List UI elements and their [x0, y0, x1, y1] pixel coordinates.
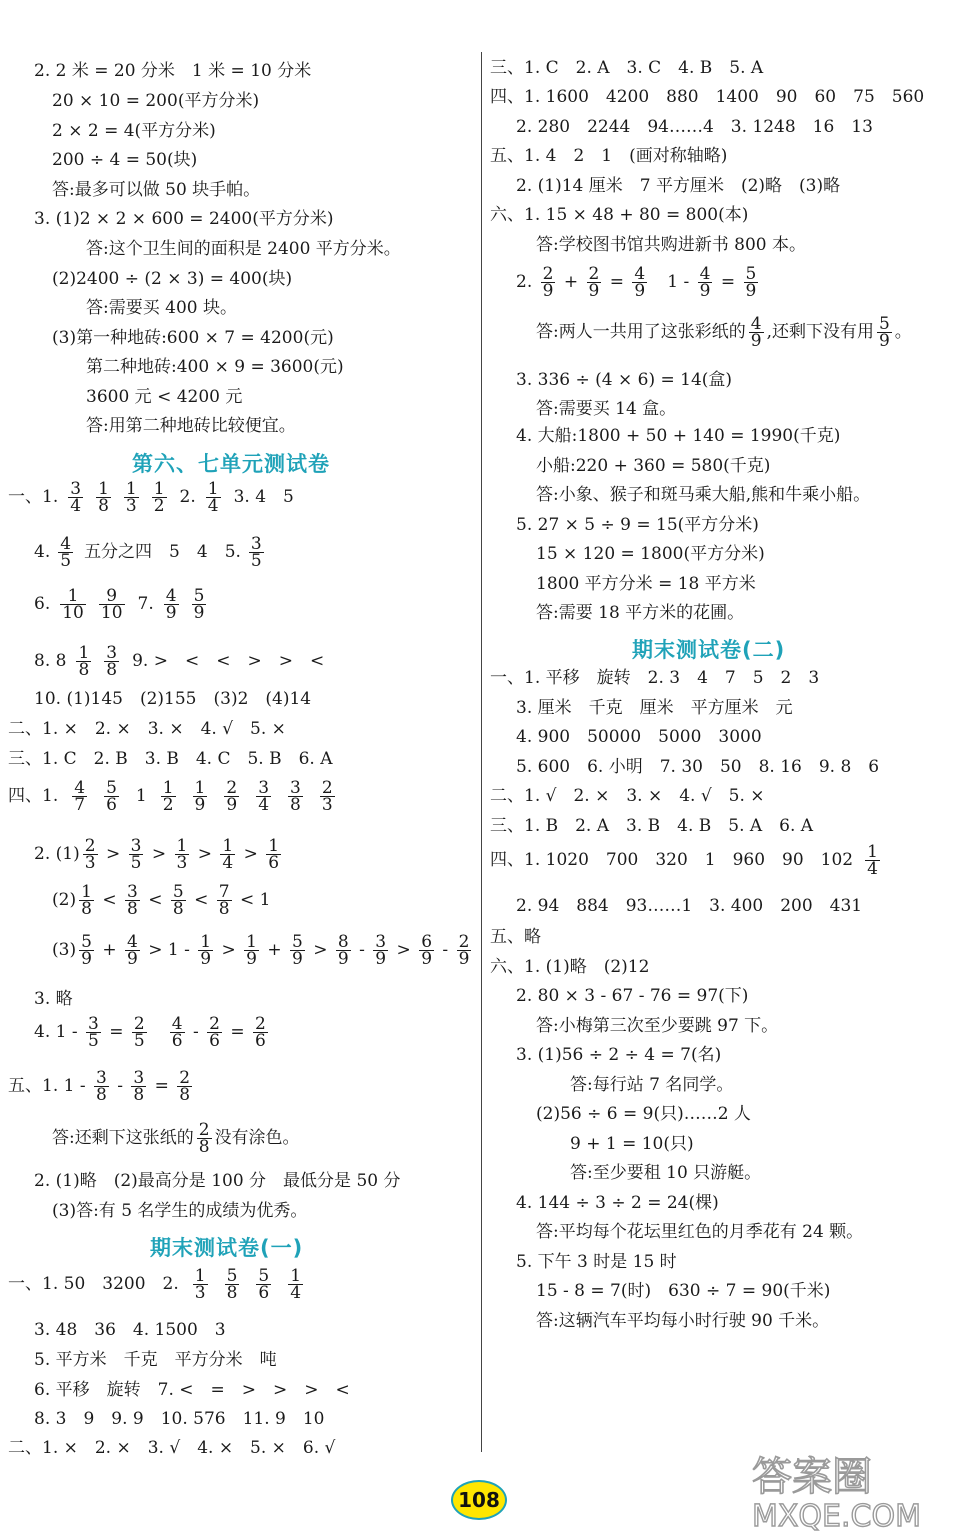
answer-line: 答:最多可以做 50 块手帕。	[52, 180, 261, 200]
answer-line: 3. 48 36 4. 1500 3	[34, 1320, 226, 1340]
answer-line: 5. 平方米 千克 平方分米 吨	[34, 1350, 277, 1370]
fraction: $\frac{4}{9}$	[165, 586, 177, 623]
fraction: $\frac{3}{5}$	[250, 534, 262, 571]
answer-line: 四、1. 1600 4200 880 1400 90 60 75 560	[490, 87, 925, 107]
answer-line: 三、1. C 2. B 3. B 4. C 5. B 6. A	[8, 749, 333, 769]
fraction: $\frac{5}{9}$	[193, 586, 205, 623]
fraction: $\frac{3}{8}$	[290, 778, 301, 815]
answer-line: 二、1. × 2. × 3. × 4. √ 5. ×	[8, 719, 286, 739]
answer-line: (3) $\frac{5}{9}$ + $\frac{4}{9}$ > 1 - $\frac{1}{9}$ > $\frac{1}{9}$ + $\frac{5}{9}$ > $\frac{8}{9}$ - $\frac{3}{9}$ > $\frac{6}{9}$ - $\frac{2}{9}$	[52, 932, 470, 969]
fraction: $\frac{1}{3}$	[194, 1266, 206, 1303]
answer-line: 答:需要 18 平方米的花圃。	[536, 603, 745, 623]
fraction: $\frac{1}{2}$	[153, 479, 165, 516]
answer-line: 答:至少要租 10 只游艇。	[570, 1163, 762, 1183]
answer-line: 答:用第二种地砖比较便宜。	[86, 416, 296, 436]
fraction: $\frac{1}{10}$	[62, 586, 84, 623]
fraction: $\frac{1}{8}$	[98, 479, 109, 516]
answer-line: 10. (1)145 (2)155 (3)2 (4)14	[34, 689, 312, 709]
fraction: $\frac{8}{9}$	[337, 932, 349, 969]
column-divider	[481, 52, 482, 1452]
answer-line: 2. $\frac{2}{9}$ + $\frac{2}{9}$ = $\frac{4}{9}$ 1 - $\frac{4}{9}$ = $\frac{5}{9}$	[516, 264, 757, 301]
fraction: $\frac{1}{2}$	[162, 778, 174, 815]
answer-line: 8. 8 $\frac{1}{8}$ $\frac{3}{8}$ 9. > < < > > <	[34, 643, 325, 680]
fraction: $\frac{1}{9}$	[194, 778, 206, 815]
answer-line: 二、1. × 2. × 3. √ 4. × 5. × 6. √	[8, 1438, 336, 1458]
answer-line: (3)第一种地砖:600 × 7 = 4200(元)	[52, 328, 334, 348]
fraction: $\frac{1}{3}$	[125, 479, 137, 516]
fraction: $\frac{3}{9}$	[375, 932, 387, 969]
answer-line: 2. 280 2244 94……4 3. 1248 16 13	[516, 117, 873, 137]
fraction: $\frac{5}{8}$	[172, 882, 184, 919]
watermark-bottom-text: MXQE.COM	[752, 1499, 921, 1532]
answer-line: 五、1. 4 2 1 (画对称轴略)	[490, 146, 728, 166]
answer-line: 四、1. 1020 700 320 1 960 90 102 $\frac{1}{4}$	[490, 842, 878, 879]
answer-line: 4. 144 ÷ 3 ÷ 2 = 24(棵)	[516, 1193, 719, 1213]
answer-line: 五、略	[490, 927, 541, 947]
fraction: $\frac{2}{9}$	[458, 932, 470, 969]
fraction: $\frac{4}{9}$	[699, 264, 711, 301]
fraction: $\frac{3}{4}$	[258, 778, 270, 815]
fraction: $\frac{5}{9}$	[878, 314, 890, 351]
answer-line: 一、1. 平移 旋转 2. 3 4 7 5 2 3	[490, 668, 820, 688]
answer-line: 6. 平移 旋转 7. < = > > > <	[34, 1380, 350, 1400]
answer-line: 5. 27 × 5 ÷ 9 = 15(平方分米)	[516, 515, 759, 535]
fraction: $\frac{5}{9}$	[81, 932, 92, 969]
fraction: $\frac{4}{9}$	[126, 932, 138, 969]
answer-line: 5. 600 6. 小明 7. 30 50 8. 16 9. 8 6	[516, 757, 880, 777]
answer-line: 1800 平方分米 = 18 平方米	[536, 574, 756, 594]
answer-line: 8. 3 9 9. 9 10. 576 11. 9 10	[34, 1409, 325, 1429]
answer-line: 答:小象、猴子和斑马乘大船,熊和牛乘小船。	[536, 485, 871, 505]
answer-line: 20 × 10 = 200(平方分米)	[52, 91, 260, 111]
section-title: 第六、七单元测试卷	[132, 452, 330, 476]
fraction: $\frac{1}{4}$	[207, 479, 219, 516]
answer-line: 第二种地砖:400 × 9 = 3600(元)	[86, 357, 344, 377]
fraction: $\frac{3}{8}$	[106, 643, 118, 680]
answer-line: 6. $\frac{1}{10}$ $\frac{9}{10}$ 7. $\frac{4}{9}$ $\frac{5}{9}$	[34, 586, 205, 623]
answer-line: 答:还剩下这张纸的 $\frac{2}{8}$ 没有涂色。	[52, 1120, 300, 1157]
answer-line: 六、1. (1)略 (2)12	[490, 957, 650, 977]
fraction: $\frac{2}{3}$	[321, 778, 333, 815]
fraction: $\frac{3}{5}$	[88, 1014, 99, 1051]
answer-line: 答:需要买 400 块。	[86, 298, 237, 318]
answer-line: 15 - 8 = 7(时) 630 ÷ 7 = 90(千米)	[536, 1281, 831, 1301]
answer-line: 答:需要买 14 盒。	[536, 399, 677, 419]
fraction: $\frac{4}{9}$	[750, 314, 762, 351]
fraction: $\frac{9}{10}$	[100, 586, 123, 623]
fraction: $\frac{3}{8}$	[126, 882, 138, 919]
answer-line: 3. 336 ÷ (4 × 6) = 14(盒)	[516, 370, 733, 390]
fraction: $\frac{2}{5}$	[133, 1014, 145, 1051]
fraction: $\frac{4}{7}$	[74, 778, 86, 815]
answer-line: 9 + 1 = 10(只)	[570, 1134, 694, 1154]
fraction: $\frac{1}{9}$	[246, 932, 257, 969]
answer-line: 一、1. $\frac{3}{4}$ $\frac{1}{8}$ $\frac{1}{3}$ $\frac{1}{2}$ 2. $\frac{1}{4}$ 3. 4 5	[8, 479, 294, 516]
answer-line: 答:每行站 7 名同学。	[570, 1075, 734, 1095]
answer-line: 三、1. C 2. A 3. C 4. B 5. A	[490, 58, 764, 78]
answer-line: 2. (1)14 厘米 7 平方厘米 (2)略 (3)略	[516, 176, 841, 196]
answer-line: 2 × 2 = 4(平方分米)	[52, 121, 216, 141]
answer-line: (2) $\frac{1}{8}$ < $\frac{3}{8}$ < $\frac{5}{8}$ < $\frac{7}{8}$ < 1	[52, 882, 271, 919]
answer-line: 2. 2 米 = 20 分米 1 米 = 10 分米	[34, 61, 312, 81]
fraction: $\frac{1}{8}$	[81, 882, 92, 919]
answer-line: 四、1. $\frac{4}{7}$ $\frac{5}{6}$ 1 $\frac{1}{2}$ $\frac{1}{9}$ $\frac{2}{9}$ $\frac{3}{4}$ $\frac{3}{8}$ $\frac{2}{3}$	[8, 778, 333, 815]
fraction: $\frac{4}{5}$	[60, 534, 72, 571]
fraction: $\frac{1}{4}$	[222, 836, 234, 873]
answer-line: 答:平均每个花坛里红色的月季花有 24 颗。	[536, 1222, 864, 1242]
fraction: $\frac{2}{9}$	[542, 264, 554, 301]
answer-line: 3. 厘米 千克 厘米 平方厘米 元	[516, 698, 793, 718]
fraction: $\frac{3}{4}$	[70, 479, 82, 516]
answer-line: 六、1. 15 × 48 + 80 = 800(本)	[490, 205, 749, 225]
answer-line: 三、1. B 2. A 3. B 4. B 5. A 6. A	[490, 816, 814, 836]
answer-line: 五、1. 1 - $\frac{3}{8}$ - $\frac{3}{8}$ = $\frac{2}{8}$	[8, 1068, 191, 1105]
answer-line: (2)56 ÷ 6 = 9(只)……2 人	[536, 1104, 751, 1124]
answer-line: 4. $\frac{4}{5}$ 五分之四 5 4 5. $\frac{3}{5}$	[34, 534, 262, 571]
answer-line: 答:小梅第三次至少要跳 97 下。	[536, 1016, 779, 1036]
fraction: $\frac{1}{6}$	[268, 836, 280, 873]
answer-line: 4. 1 - $\frac{3}{5}$ = $\frac{2}{5}$ $\frac{4}{6}$ - $\frac{2}{6}$ = $\frac{2}{6}$	[34, 1014, 266, 1051]
fraction: $\frac{2}{6}$	[209, 1014, 220, 1051]
fraction: $\frac{6}{9}$	[421, 932, 433, 969]
fraction: $\frac{5}{6}$	[258, 1266, 270, 1303]
answer-line: 200 ÷ 4 = 50(块)	[52, 150, 198, 170]
answer-line: 3600 元 < 4200 元	[86, 387, 243, 407]
watermark-logo	[748, 1444, 948, 1532]
fraction: $\frac{2}{9}$	[588, 264, 600, 301]
answer-line: 4. 900 50000 5000 3000	[516, 727, 762, 747]
fraction: $\frac{1}{9}$	[200, 932, 212, 969]
answer-line: 答:学校图书馆共购进新书 800 本。	[536, 235, 806, 255]
fraction: $\frac{5}{9}$	[745, 264, 757, 301]
fraction: $\frac{2}{6}$	[255, 1014, 266, 1051]
answer-line: 2. (1) $\frac{2}{3}$ > $\frac{3}{5}$ > $\frac{1}{3}$ > $\frac{1}{4}$ > $\frac{1}{6}$	[34, 836, 280, 873]
answer-line: 15 × 120 = 1800(平方分米)	[536, 544, 765, 564]
answer-line: 一、1. 50 3200 2. $\frac{1}{3}$ $\frac{5}{8}$ $\frac{5}{6}$ $\frac{1}{4}$	[8, 1266, 302, 1303]
answer-line: 小船:220 + 360 = 580(千克)	[536, 456, 771, 476]
page-number: 108	[451, 1480, 507, 1520]
fraction: $\frac{5}{8}$	[226, 1266, 238, 1303]
fraction: $\frac{4}{9}$	[634, 264, 646, 301]
fraction: $\frac{3}{8}$	[96, 1068, 107, 1105]
fraction: $\frac{2}{9}$	[226, 778, 238, 815]
fraction: $\frac{3}{5}$	[130, 836, 142, 873]
answer-line: 3. 略	[34, 989, 73, 1009]
fraction: $\frac{5}{9}$	[292, 932, 303, 969]
answer-line: (3)答:有 5 名学生的成绩为优秀。	[52, 1201, 308, 1221]
answer-line: (2)2400 ÷ (2 × 3) = 400(块)	[52, 269, 293, 289]
answer-line: 答:这辆汽车平均每小时行驶 90 千米。	[536, 1311, 830, 1331]
answer-line: 答:两人一共用了这张彩纸的 $\frac{4}{9}$ ,还剩下没有用 $\frac{5}{9}$ 。	[536, 314, 912, 351]
fraction: $\frac{3}{8}$	[133, 1068, 145, 1105]
section-title: 期末测试卷(一)	[150, 1236, 304, 1260]
section-title: 期末测试卷(二)	[632, 638, 786, 662]
answer-line: 3. (1)2 × 2 × 600 = 2400(平方分米)	[34, 209, 334, 229]
answer-line: 2. (1)略 (2)最高分是 100 分 最低分是 50 分	[34, 1171, 401, 1191]
fraction: $\frac{1}{3}$	[176, 836, 188, 873]
answer-line: 答:这个卫生间的面积是 2400 平方分米。	[86, 239, 401, 259]
fraction: $\frac{2}{8}$	[179, 1068, 191, 1105]
answer-line: 4. 大船:1800 + 50 + 140 = 1990(千克)	[516, 426, 841, 446]
fraction: $\frac{2}{8}$	[198, 1120, 210, 1157]
answer-line: 3. (1)56 ÷ 2 ÷ 4 = 7(名)	[516, 1045, 722, 1065]
fraction: $\frac{7}{8}$	[218, 882, 230, 919]
watermark-top-text: 答案圈	[752, 1454, 872, 1500]
fraction: $\frac{4}{6}$	[171, 1014, 183, 1051]
answer-line: 5. 下午 3 时是 15 时	[516, 1252, 677, 1272]
answer-line: 2. 94 884 93……1 3. 400 200 431	[516, 896, 863, 916]
fraction: $\frac{5}{6}$	[106, 778, 117, 815]
answer-line: 2. 80 × 3 - 67 - 76 = 97(下)	[516, 986, 749, 1006]
answer-line: 二、1. √ 2. × 3. × 4. √ 5. ×	[490, 786, 765, 806]
fraction: $\frac{1}{8}$	[78, 643, 90, 680]
fraction: $\frac{2}{3}$	[84, 836, 96, 873]
fraction: $\frac{1}{4}$	[867, 842, 878, 879]
fraction: $\frac{1}{4}$	[290, 1266, 302, 1303]
